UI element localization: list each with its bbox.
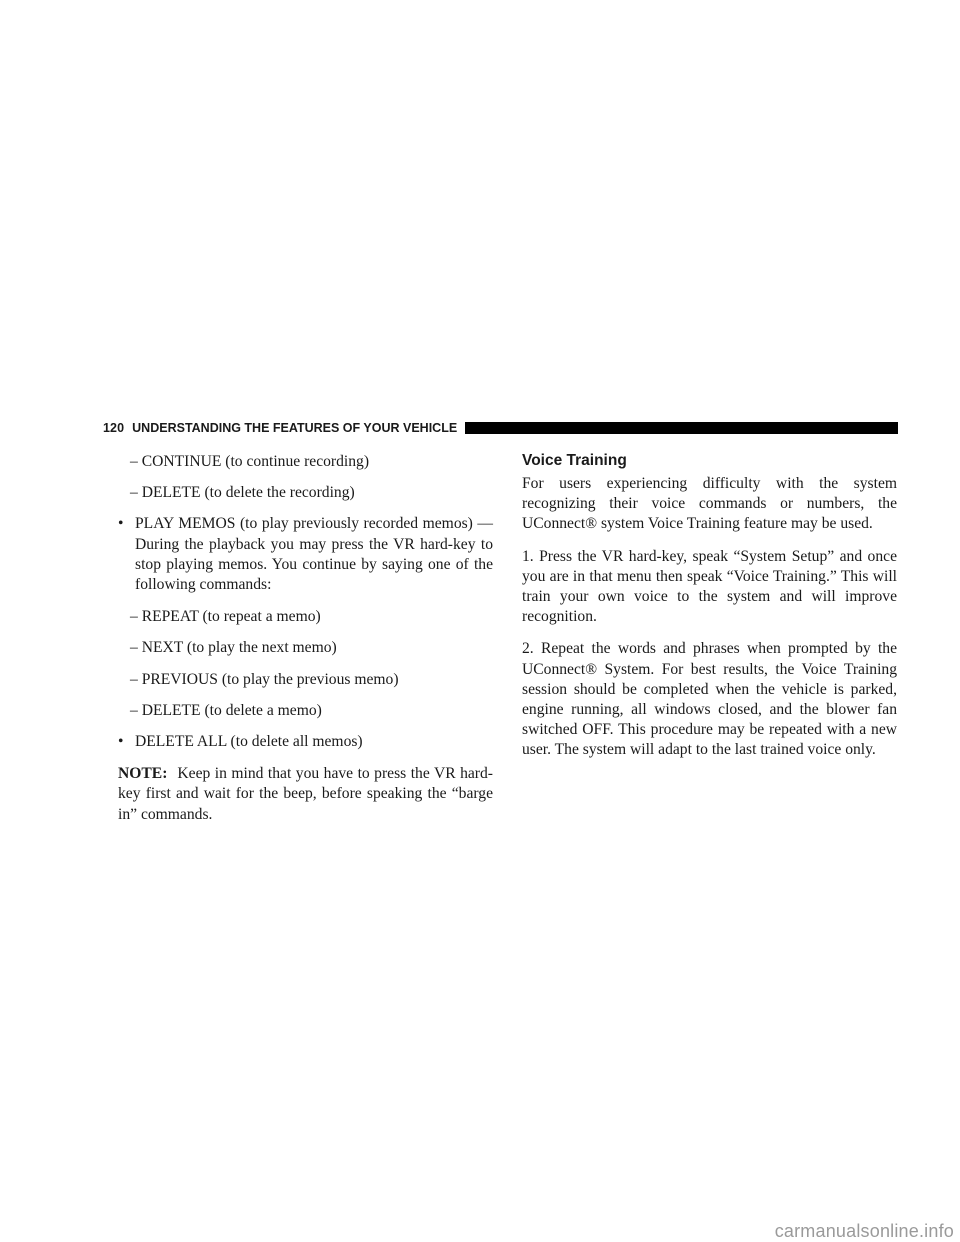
note-paragraph [118, 764, 493, 825]
command-next: – NEXT (to play the next memo) [130, 639, 337, 657]
bullet-icon: • [118, 515, 124, 533]
bullet-delete-all [118, 732, 493, 752]
bullet-play-memos [118, 514, 493, 595]
command-previous: – PREVIOUS (to play the previous memo) [130, 670, 399, 688]
voice-training-heading: Voice Training [522, 452, 627, 469]
watermark: carmanualsonline.info [774, 1221, 954, 1241]
header-rule [465, 422, 898, 434]
bullet-delete-all-text: DELETE ALL (to delete all memos) [135, 733, 363, 751]
note-label: NOTE: [118, 765, 168, 783]
bullet-play-memos-text: PLAY MEMOS (to play previously recorded memos) — During the playback you may press the VR hard-key to stop playing memos. You continue by saying one of the following commands: [135, 515, 493, 594]
command-repeat: – REPEAT (to repeat a memo) [130, 608, 321, 626]
voice-training-intro: For users experiencing difficulty with the system recognizing their voice commands or numbers, the UConnect® system Voice Training feature may be used. [522, 475, 897, 533]
note-text: Keep in mind that you have to press the VR hard-key first and wait for the beep, before speaking the “barge in” commands. [118, 765, 493, 823]
left-column [118, 452, 493, 837]
command-continue: – CONTINUE (to continue recording) [130, 453, 370, 470]
right-column [522, 452, 897, 773]
bullet-icon: • [118, 733, 124, 751]
page-number: 120 [103, 421, 125, 435]
command-delete-memo: – DELETE (to delete a memo) [130, 701, 322, 719]
section-title: UNDERSTANDING THE FEATURES OF YOUR VEHICLE [132, 421, 458, 435]
voice-training-step-2: 2. Repeat the words and phrases when prompted by the UConnect® System. For best results, the Voice Training session should be completed when the vehicle is parked, engine running, all windows closed, and the blower fan switched OFF. This procedure may be repeated with a new user. The system will adapt to the last trained voice only. [522, 640, 897, 759]
voice-training-step-1: 1. Press the VR hard-key, speak “System Setup” and once you are in that menu then speak “Voice Training.” This will train your own voice to the system and will improve recognition. [522, 547, 897, 626]
page-header [103, 420, 898, 436]
command-delete-recording: – DELETE (to delete the recording) [130, 484, 355, 502]
